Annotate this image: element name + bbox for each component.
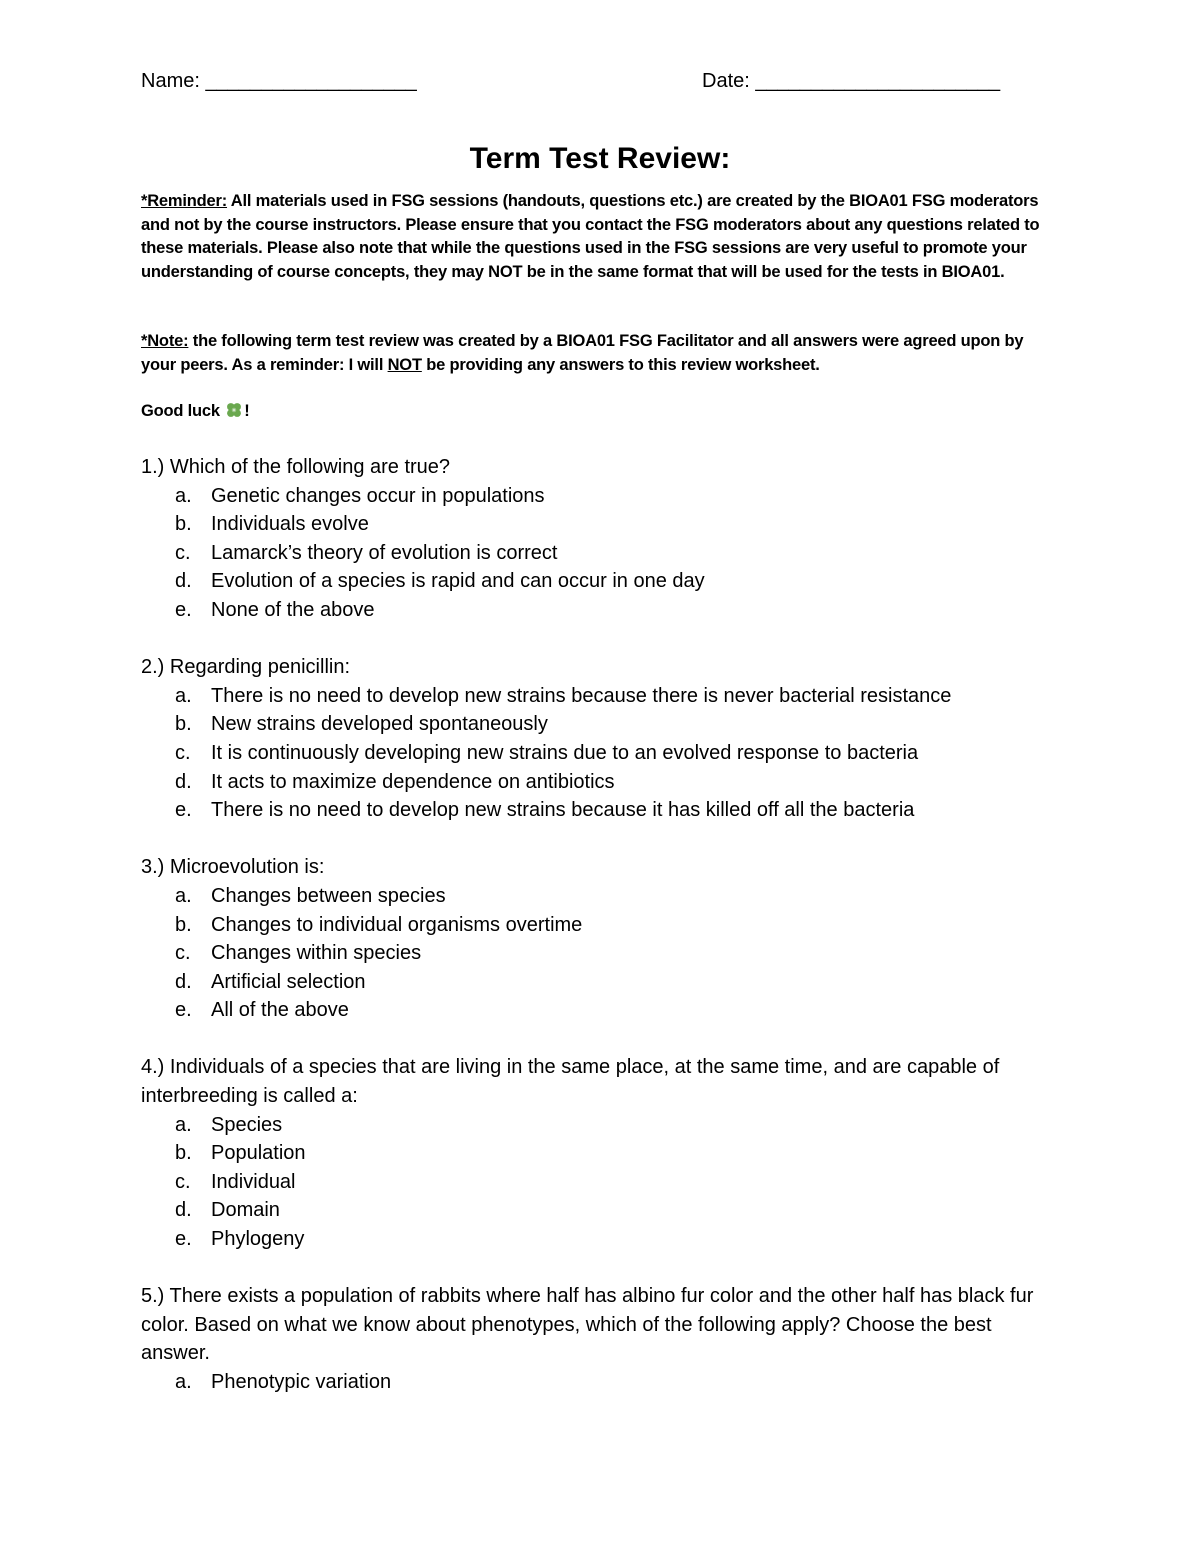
option-letter-cell [141,1368,211,1397]
answer-option [141,482,1061,511]
option-text: Species [211,1113,283,1136]
option-letter: e. [175,1228,192,1251]
option-letter: a. [175,1113,192,1136]
option-letter: c. [175,741,191,764]
answer-option [141,510,1061,539]
answer-option [141,1368,1061,1397]
option-letter: a. [175,884,192,907]
note-paragraph [141,330,1061,377]
note-text-after: be providing any answers to this review worksheet. [421,355,820,374]
option-letter-cell [141,710,211,739]
good-luck-line [141,400,1061,427]
option-list [141,882,1061,1025]
option-letter-cell [141,939,211,968]
note-emphasis: NOT [387,355,422,374]
answer-option [141,939,1061,968]
answer-option [141,539,1061,568]
option-text: There is no need to develop new strains because it has killed off all the bacteria [211,799,915,822]
date-field: Date: ______________________ [702,70,1001,92]
answer-option [141,1111,1061,1140]
answer-option [141,796,1061,825]
answer-option [141,996,1061,1025]
question-prompt: 3.) Microevolution is: [141,856,325,879]
option-letter-cell [141,882,211,911]
option-letter-cell [141,1139,211,1168]
name-field: Name: ___________________ [141,70,417,92]
option-letter: a. [175,1371,192,1393]
question-5 [141,1282,1061,1396]
option-text: Artificial selection [211,970,366,993]
reminder-paragraph [141,190,1061,284]
option-text: Individual [211,1170,296,1193]
reminder-text: All materials used in FSG sessions (handouts, questions etc.) are created by the BIOA01 FSG moderators and not by the course instructors. Please ensure that you contact the FSG moderators about any questions related to these materials. Please also note that while the questions used in the FSG sessions are very useful to promote your understanding of course concepts, they may NOT be in the same format that will be used for the tests in BIOA01. [141,192,1040,281]
option-letter: d. [175,770,192,793]
answer-option [141,768,1061,797]
question-list [141,453,1061,1425]
good-luck-suffix: ! [244,402,250,420]
good-luck-text: Good luck [141,402,225,420]
option-letter: d. [175,1199,192,1222]
option-letter: b. [175,513,192,536]
option-letter-cell [141,968,211,997]
option-letter-cell [141,796,211,825]
option-letter: a. [175,484,192,507]
answer-option [141,567,1061,596]
option-letter: d. [175,570,192,593]
question-4 [141,1053,1061,1253]
option-letter-cell [141,596,211,625]
option-text: There is no need to develop new strains because there is never bacterial resistance [211,684,952,707]
option-letter: c. [175,942,191,965]
question-prompt: 4.) Individuals of a species that are living in the same place, at the same time, and are capable of interbreeding is called a: [141,1056,1000,1108]
answer-option [141,1196,1061,1225]
option-letter-cell [141,1168,211,1197]
option-letter-cell [141,1196,211,1225]
option-letter-cell [141,911,211,940]
question-prompt: 1.) Which of the following are true? [141,456,451,478]
option-letter-cell [141,510,211,539]
option-text: Evolution of a species is rapid and can occur in one day [211,570,705,593]
option-letter: e. [175,999,192,1022]
option-letter-cell [141,482,211,511]
four-leaf-clover-icon [225,401,243,427]
option-letter-cell [141,1225,211,1254]
option-text: Phenotypic variation [211,1371,392,1393]
option-letter: c. [175,1170,191,1193]
option-list [141,1368,1061,1397]
option-text: It is continuously developing new strains due to an evolved response to bacteria [211,741,919,764]
option-text: Phylogeny [211,1228,305,1251]
option-text: Changes to individual organisms overtime [211,913,583,936]
option-text: Lamarck’s theory of evolution is correct [211,541,558,564]
option-text: None of the above [211,598,375,621]
option-text: Changes within species [211,942,422,965]
answer-option [141,968,1061,997]
option-text: New strains developed spontaneously [211,713,548,736]
option-letter-cell [141,1111,211,1140]
option-letter-cell [141,567,211,596]
answer-option [141,911,1061,940]
option-list [141,682,1061,825]
note-label: *Note: [141,332,189,350]
option-letter: b. [175,1142,192,1165]
option-text: Changes between species [211,884,446,907]
question-2 [141,653,1061,825]
option-letter: b. [175,713,192,736]
option-list [141,1111,1061,1254]
option-letter-cell [141,539,211,568]
option-letter: e. [175,598,192,621]
option-list [141,482,1061,625]
option-text: Genetic changes occur in populations [211,484,545,507]
answer-option [141,682,1061,711]
option-text: Domain [211,1199,280,1222]
option-text: It acts to maximize dependence on antibiotics [211,770,615,793]
option-text: All of the above [211,999,349,1022]
answer-option [141,739,1061,768]
answer-option [141,882,1061,911]
answer-option [141,1139,1061,1168]
option-letter: c. [175,541,191,564]
note-text-before: the following term test review was created by a BIOA01 FSG Facilitator and all answers were agreed upon by your peers. As a reminder: I will [141,332,1024,374]
option-letter-cell [141,682,211,711]
option-letter: a. [175,684,192,707]
question-prompt: 2.) Regarding penicillin: [141,656,351,679]
answer-option [141,596,1061,625]
question-3 [141,853,1061,1025]
option-letter-cell [141,739,211,768]
answer-option [141,710,1061,739]
option-text: Population [211,1142,306,1165]
option-letter: e. [175,799,192,822]
answer-option [141,1168,1061,1197]
option-letter-cell [141,768,211,797]
option-letter: b. [175,913,192,936]
option-letter-cell [141,996,211,1025]
question-prompt: 5.) There exists a population of rabbits where half has albino fur color and the other half has black fur color. Based on what we know about phenotypes, which of the following apply? Choose the best answer. [141,1285,1034,1365]
question-1 [141,453,1061,625]
option-text: Individuals evolve [211,513,369,536]
reminder-label: *Reminder: [141,192,228,210]
page-title: Term Test Review: [469,142,731,175]
option-letter: d. [175,970,192,993]
answer-option [141,1225,1061,1254]
